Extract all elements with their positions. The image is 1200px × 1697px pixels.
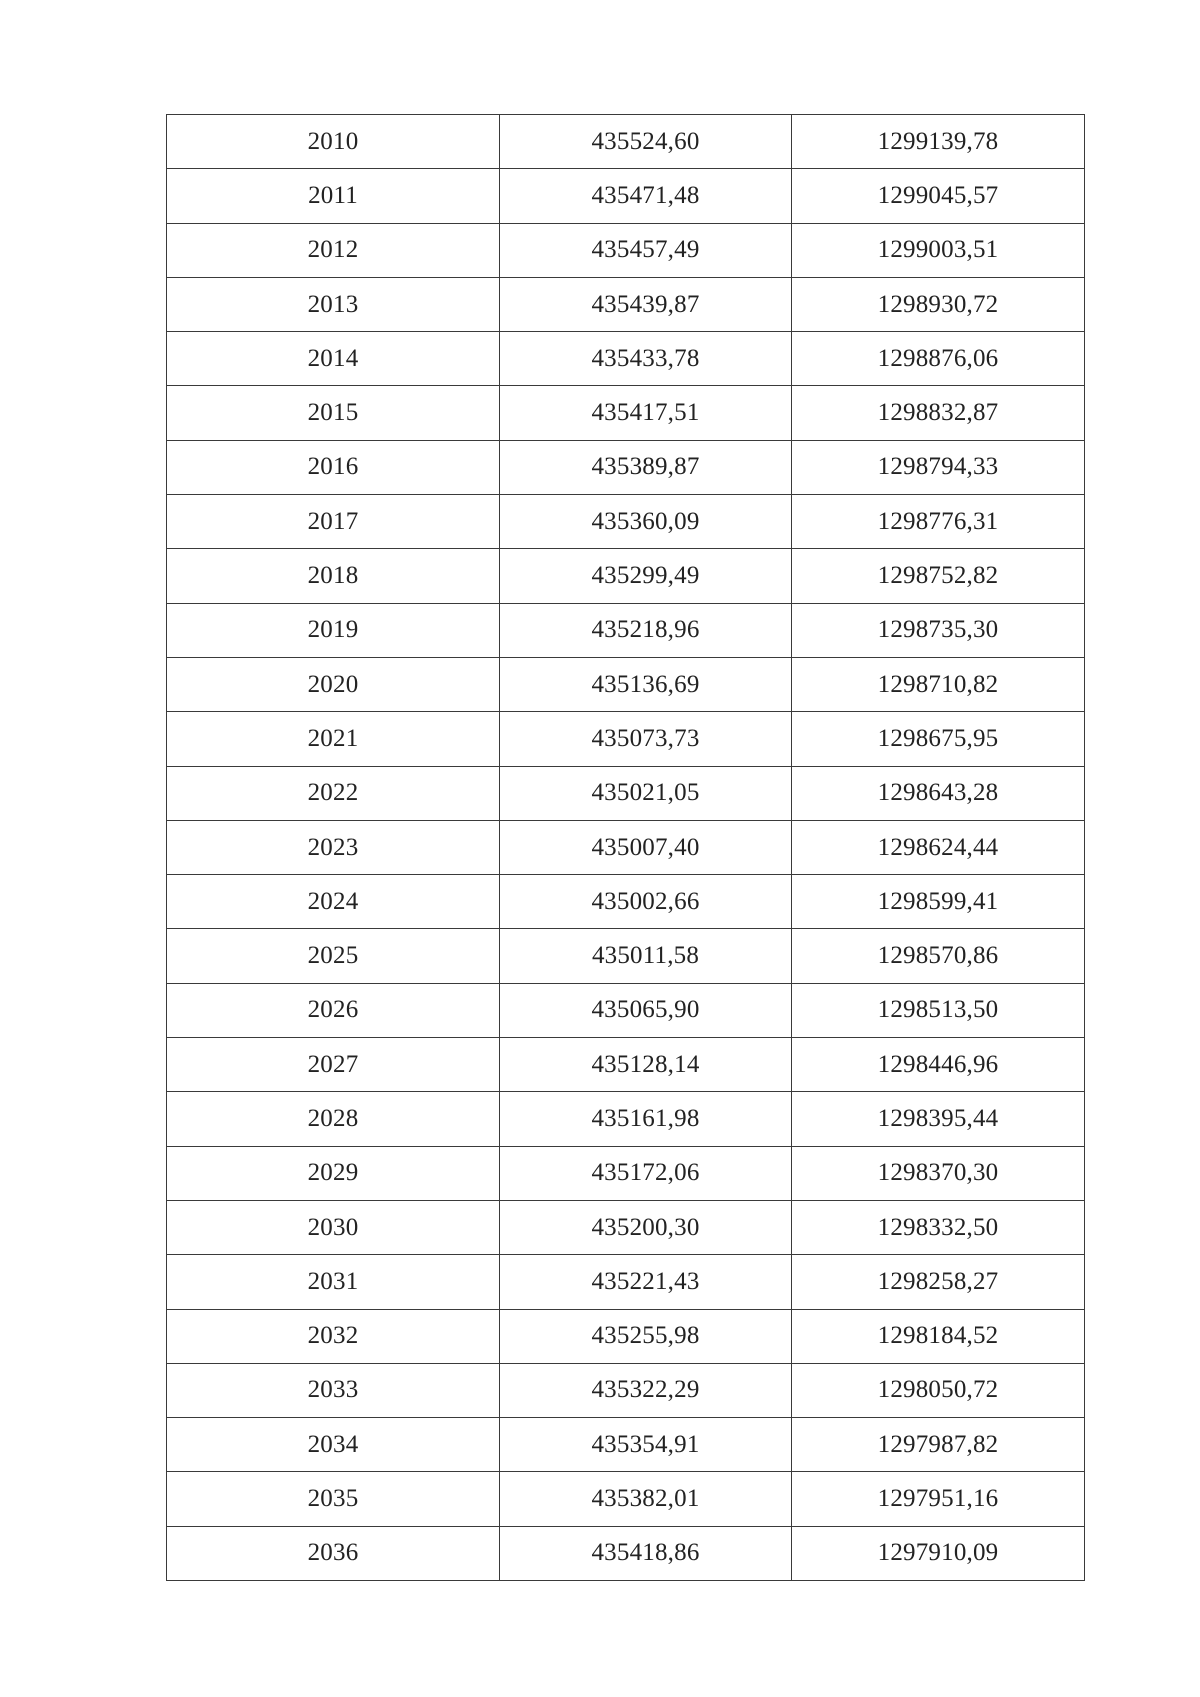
- table-row: [167, 169, 1085, 223]
- y-coordinate-cell: 1298370,30: [792, 1146, 1085, 1200]
- table-row: [167, 549, 1085, 603]
- point-number-cell: 2012: [167, 223, 500, 277]
- y-coordinate-cell: 1299003,51: [792, 223, 1085, 277]
- x-coordinate-cell: 435007,40: [500, 820, 792, 874]
- point-number-cell: 2025: [167, 929, 500, 983]
- y-coordinate-cell: 1297951,16: [792, 1472, 1085, 1526]
- point-number-cell: 2036: [167, 1526, 500, 1580]
- y-coordinate-cell: 1298752,82: [792, 549, 1085, 603]
- x-coordinate-cell: 435065,90: [500, 983, 792, 1037]
- table-row: [167, 875, 1085, 929]
- x-coordinate-cell: 435354,91: [500, 1418, 792, 1472]
- x-coordinate-cell: 435011,58: [500, 929, 792, 983]
- y-coordinate-cell: 1298624,44: [792, 820, 1085, 874]
- point-number-cell: 2028: [167, 1092, 500, 1146]
- table-row: [167, 386, 1085, 440]
- x-coordinate-cell: 435299,49: [500, 549, 792, 603]
- x-coordinate-cell: 435433,78: [500, 332, 792, 386]
- y-coordinate-cell: 1298735,30: [792, 603, 1085, 657]
- point-number-cell: 2010: [167, 115, 500, 169]
- x-coordinate-cell: 435128,14: [500, 1038, 792, 1092]
- table-row: [167, 1363, 1085, 1417]
- table-row: [167, 277, 1085, 331]
- y-coordinate-cell: 1298876,06: [792, 332, 1085, 386]
- point-number-cell: 2020: [167, 657, 500, 711]
- point-number-cell: 2017: [167, 495, 500, 549]
- y-coordinate-cell: 1298832,87: [792, 386, 1085, 440]
- y-coordinate-cell: 1298776,31: [792, 495, 1085, 549]
- x-coordinate-cell: 435218,96: [500, 603, 792, 657]
- y-coordinate-cell: 1299139,78: [792, 115, 1085, 169]
- coordinates-table-body: [167, 115, 1085, 1581]
- table-row: [167, 1038, 1085, 1092]
- point-number-cell: 2018: [167, 549, 500, 603]
- y-coordinate-cell: 1298643,28: [792, 766, 1085, 820]
- x-coordinate-cell: 435360,09: [500, 495, 792, 549]
- point-number-cell: 2022: [167, 766, 500, 820]
- point-number-cell: 2031: [167, 1255, 500, 1309]
- point-number-cell: 2029: [167, 1146, 500, 1200]
- table-row: [167, 766, 1085, 820]
- y-coordinate-cell: 1298395,44: [792, 1092, 1085, 1146]
- x-coordinate-cell: 435322,29: [500, 1363, 792, 1417]
- table-row: [167, 332, 1085, 386]
- table-row: [167, 1472, 1085, 1526]
- y-coordinate-cell: 1298332,50: [792, 1200, 1085, 1254]
- table-row: [167, 1418, 1085, 1472]
- coordinates-table: [166, 114, 1085, 1581]
- y-coordinate-cell: 1298599,41: [792, 875, 1085, 929]
- point-number-cell: 2030: [167, 1200, 500, 1254]
- point-number-cell: 2024: [167, 875, 500, 929]
- point-number-cell: 2034: [167, 1418, 500, 1472]
- point-number-cell: 2019: [167, 603, 500, 657]
- y-coordinate-cell: 1297910,09: [792, 1526, 1085, 1580]
- x-coordinate-cell: 435524,60: [500, 115, 792, 169]
- point-number-cell: 2014: [167, 332, 500, 386]
- table-row: [167, 820, 1085, 874]
- table-row: [167, 983, 1085, 1037]
- point-number-cell: 2033: [167, 1363, 500, 1417]
- x-coordinate-cell: 435161,98: [500, 1092, 792, 1146]
- y-coordinate-cell: 1298513,50: [792, 983, 1085, 1037]
- point-number-cell: 2035: [167, 1472, 500, 1526]
- table-row: [167, 1309, 1085, 1363]
- point-number-cell: 2015: [167, 386, 500, 440]
- y-coordinate-cell: 1298794,33: [792, 440, 1085, 494]
- x-coordinate-cell: 435471,48: [500, 169, 792, 223]
- table-row: [167, 929, 1085, 983]
- x-coordinate-cell: 435439,87: [500, 277, 792, 331]
- y-coordinate-cell: 1298258,27: [792, 1255, 1085, 1309]
- x-coordinate-cell: 435382,01: [500, 1472, 792, 1526]
- x-coordinate-cell: 435136,69: [500, 657, 792, 711]
- table-row: [167, 712, 1085, 766]
- table-row: [167, 223, 1085, 277]
- table-row: [167, 1255, 1085, 1309]
- x-coordinate-cell: 435255,98: [500, 1309, 792, 1363]
- x-coordinate-cell: 435002,66: [500, 875, 792, 929]
- x-coordinate-cell: 435417,51: [500, 386, 792, 440]
- table-row: [167, 115, 1085, 169]
- y-coordinate-cell: 1298050,72: [792, 1363, 1085, 1417]
- point-number-cell: 2021: [167, 712, 500, 766]
- point-number-cell: 2011: [167, 169, 500, 223]
- table-row: [167, 440, 1085, 494]
- x-coordinate-cell: 435073,73: [500, 712, 792, 766]
- y-coordinate-cell: 1297987,82: [792, 1418, 1085, 1472]
- x-coordinate-cell: 435221,43: [500, 1255, 792, 1309]
- table-row: [167, 495, 1085, 549]
- table-row: [167, 657, 1085, 711]
- y-coordinate-cell: 1298710,82: [792, 657, 1085, 711]
- point-number-cell: 2013: [167, 277, 500, 331]
- x-coordinate-cell: 435418,86: [500, 1526, 792, 1580]
- y-coordinate-cell: 1298184,52: [792, 1309, 1085, 1363]
- y-coordinate-cell: 1298675,95: [792, 712, 1085, 766]
- point-number-cell: 2032: [167, 1309, 500, 1363]
- x-coordinate-cell: 435021,05: [500, 766, 792, 820]
- y-coordinate-cell: 1298930,72: [792, 277, 1085, 331]
- x-coordinate-cell: 435389,87: [500, 440, 792, 494]
- x-coordinate-cell: 435172,06: [500, 1146, 792, 1200]
- x-coordinate-cell: 435457,49: [500, 223, 792, 277]
- table-row: [167, 1200, 1085, 1254]
- y-coordinate-cell: 1298446,96: [792, 1038, 1085, 1092]
- table-row: [167, 1146, 1085, 1200]
- table-row: [167, 1092, 1085, 1146]
- point-number-cell: 2027: [167, 1038, 500, 1092]
- point-number-cell: 2026: [167, 983, 500, 1037]
- x-coordinate-cell: 435200,30: [500, 1200, 792, 1254]
- point-number-cell: 2023: [167, 820, 500, 874]
- table-row: [167, 1526, 1085, 1580]
- table-row: [167, 603, 1085, 657]
- point-number-cell: 2016: [167, 440, 500, 494]
- y-coordinate-cell: 1299045,57: [792, 169, 1085, 223]
- y-coordinate-cell: 1298570,86: [792, 929, 1085, 983]
